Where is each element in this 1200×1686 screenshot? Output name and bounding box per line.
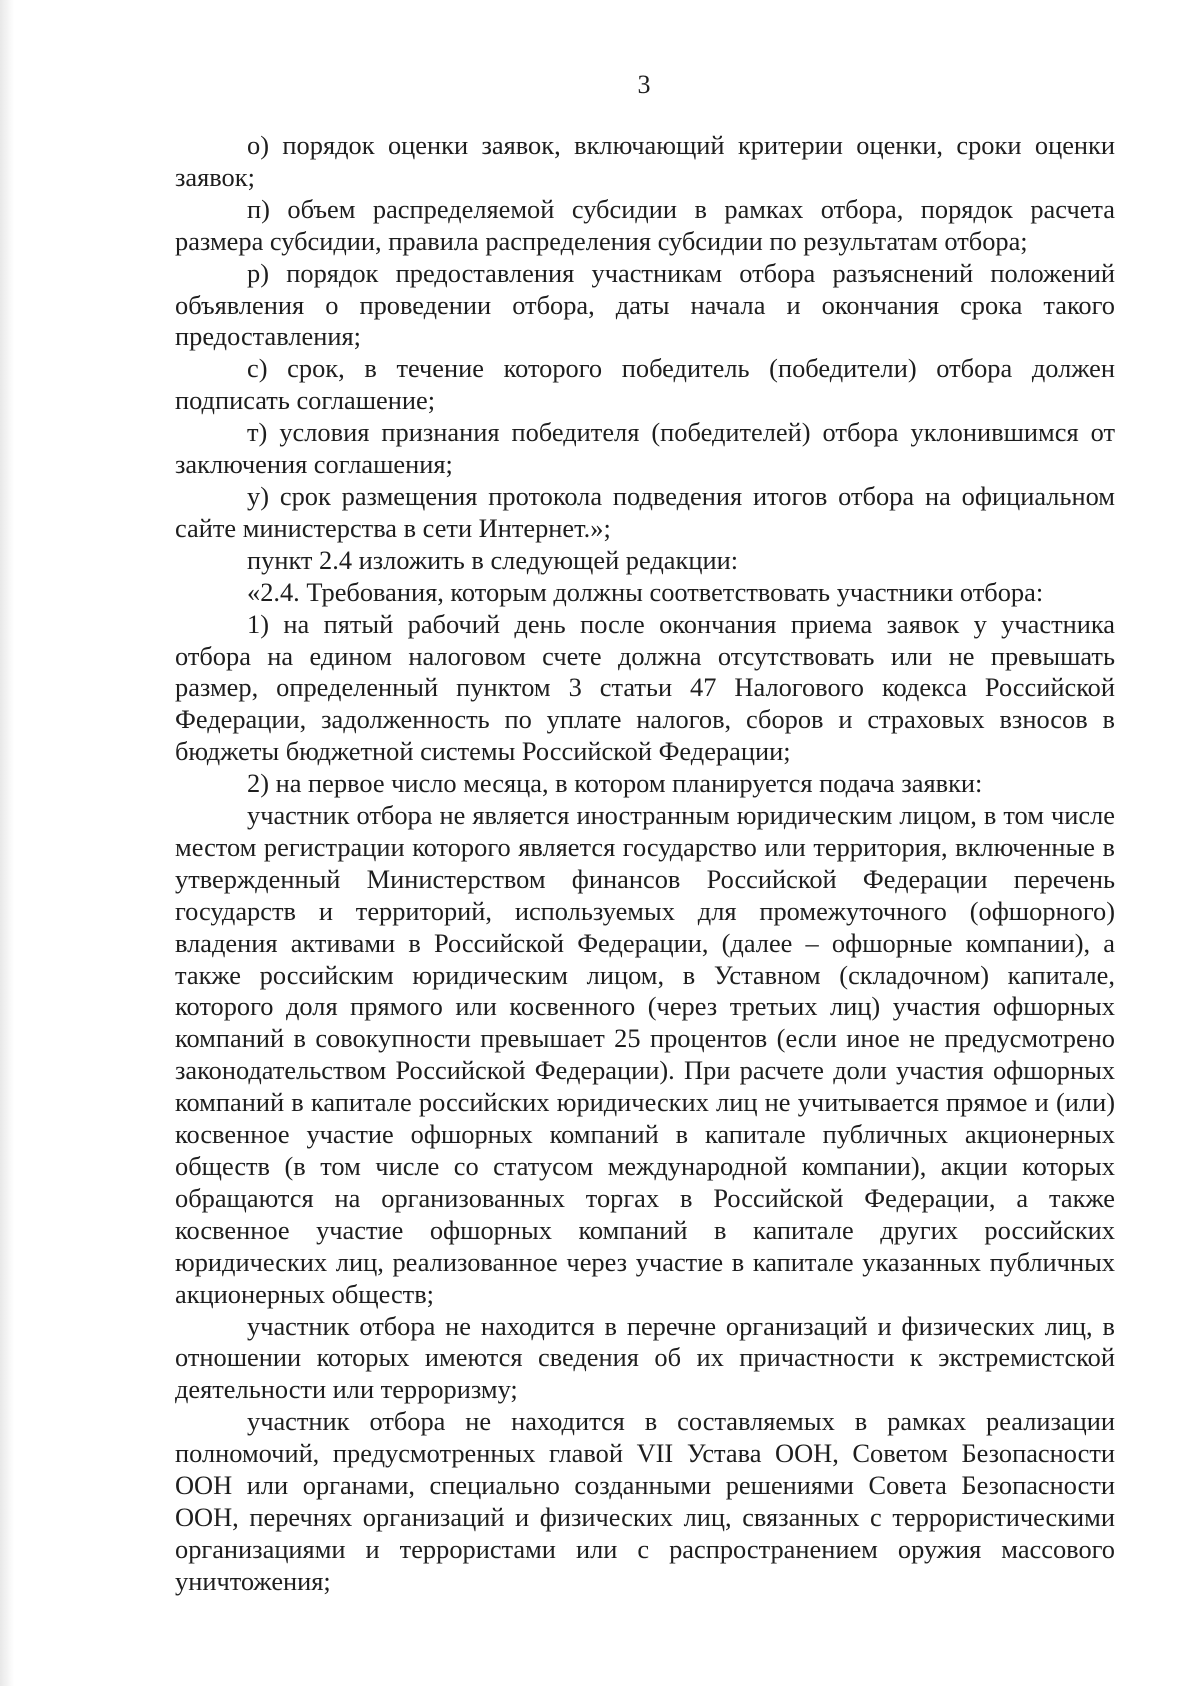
paragraph-r: р) порядок предоставления участникам отбора разъяснений положений объявления о проведении отбора, даты начала и окончания срока такого предоставления; xyxy=(175,257,1115,352)
page-number: 3 xyxy=(637,70,651,99)
paragraph-offshore-companies: участник отбора не является иностранным юридическим лицом, в том числе местом регистрации которого является государство или территория, включенные в утвержденный Министерством финансов Российской Федерации перечень государств и территорий, используемых для промежуточного (офшорного) владения активами в Российской Федерации, (далее – офшорные компании), а также российским юридическим лицом, в Уставном (складочном) капитале, которого доля прямого или косвенного (через третьих лиц) участия офшорных компаний в совокупности превышает 25 процентов (если иное не предусмотрено законодательством Российской Федерации). При расчете доли участия офшорных компаний в капитале российских юридических лиц не учитывается прямое и (или) косвенное участие офшорных компаний в капитале публичных акционерных обществ (в том числе со статусом международной компании), акции которых обращаются на организованных торгах в Российской Федерации, а также косвенное участие офшорных компаний в капитале других российских юридических лиц, реализованное через участие в капитале указанных публичных акционерных обществ; xyxy=(175,800,1115,1309)
paragraph-t: т) условия признания победителя (победителей) отбора уклонившимся от заключения соглашения; xyxy=(175,417,1115,480)
paragraph-un-lists: участник отбора не находится в составляемых в рамках реализации полномочий, предусмотренных главой VII Устава ООН, Советом Безопасности ООН или органами, специально созданными решениями Совета Безопасности ООН, перечнях организаций и физических лиц, связанных с террористическими организациями и террористами или с распространением оружия массового уничтожения; xyxy=(175,1406,1115,1596)
paragraph-point-2-4-intro: пункт 2.4 изложить в следующей редакции: xyxy=(247,544,739,575)
scan-edge xyxy=(0,0,14,1686)
paragraph-extremism-list: участник отбора не находится в перечне организаций и физических лиц, в отношении которых имеются сведения об их причастности к экстремистской деятельности или терроризму; xyxy=(175,1310,1115,1405)
paragraph-p: п) объем распределяемой субсидии в рамках отбора, порядок расчета размера субсидии, правила распределения субсидии по результатам отбора; xyxy=(175,193,1115,256)
document-body xyxy=(175,130,1115,1598)
paragraph-u: у) срок размещения протокола подведения итогов отбора на официальном сайте министерства в сети Интернет.»; xyxy=(175,480,1115,543)
paragraph-o: о) порядок оценки заявок, включающий критерии оценки, сроки оценки заявок; xyxy=(175,130,1115,192)
paragraph-requirement-1: 1) на пятый рабочий день после окончания приема заявок у участника отбора на едином налоговом счете должна отсутствовать или не превышать размер, определенный пунктом 3 статьи 47 Налогового кодекса Российской Федерации, задолженность по уплате налогов, сборов и страховых взносов в бюджеты бюджетной системы Российской Федерации; xyxy=(175,608,1115,767)
paragraph-point-2-4-heading: «2.4. Требования, которым должны соответствовать участники отбора: xyxy=(247,576,1044,607)
paragraph-s: с) срок, в течение которого победитель (победители) отбора должен подписать соглашение; xyxy=(175,353,1115,416)
paragraph-requirement-2: 2) на первое число месяца, в котором планируется подача заявки: xyxy=(247,768,983,799)
